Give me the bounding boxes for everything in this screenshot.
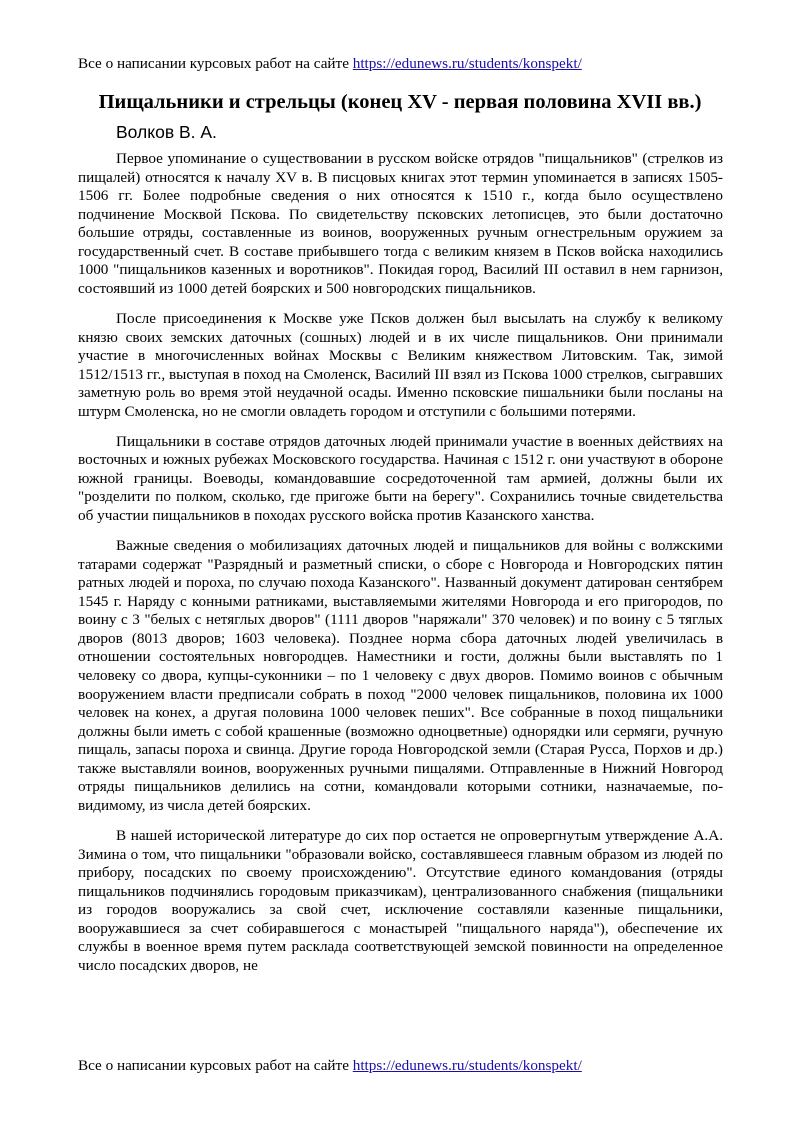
paragraph: Первое упоминание о существовании в русском войске отрядов "пищальников" (стрелков из пищалей) относятся к началу XV в. В писцовых книгах этот термин упоминается в записях 1505-1506 гг. Более подробные сведения о них относятся к 1510 г., когда было осуществлено подчинение Москвой Пскова. По свидетельству псковских летописцев, это были достаточно большие отряды, составленные из воинов, вооруженных ручным огнестрельным оружием за государственный счет. В составе прибывшего тогда с великим князем в Псков войска находились 1000 "пищальников казенных и воротников". Покидая город, Василий III оставил в нем гарнизон, состоявший из 1000 детей боярских и 500 новгородских пищальников.	[78, 150, 723, 297]
footer-link[interactable]: https://edunews.ru/students/konspekt/	[352, 1057, 582, 1074]
paragraph: После присоединения к Москве уже Псков должен был высылать на службу к великому князю своих земских даточных (сошных) людей и в их числе пищальников. Они принимали участие в многочисленных войнах Москвы с Великим княжеством Литовским. Так, зимой 1512/1513 гг., выступая в поход на Смоленск, Василий III взял из Пскова 1000 стрелков, сыгравших заметную роль во время этой неудачной осады. Именно псковские пишальники были посланы на штурм Смоленска, но не смогли овладеть городом и отступили с большими потерями.	[78, 309, 723, 420]
paragraph: Пищальники в составе отрядов даточных людей принимали участие в военных действиях на восточных и южных рубежах Московского государства. Начиная с 1512 г. они участвуют в обороне южной границы. Воеводы, командовавшие сосредоточенной там армией, должны были их "розделити по полком, сколько, где пригоже быти на берегу". Сохранились точные свидетельства об участии пищальников в походах русского войска против Казанского ханства.	[78, 432, 723, 525]
author-name: Волков В. А.	[116, 122, 217, 142]
footer-text: Все о написании курсовых работ на сайте	[78, 1057, 353, 1074]
header-link[interactable]: https://edunews.ru/students/konspekt/	[352, 55, 582, 72]
page-header	[78, 55, 582, 73]
paragraph: Важные сведения о мобилизациях даточных людей и пищальников для войны с волжскими татарами содержат "Разрядный и разметный списки, о сборе с Новгорода и Новгородских пятин ратных людей и пороха, по случаю похода Казанского". Названный документ датирован сентябрем 1545 г. Наряду с конными ратниками, выставляемыми жителями Новгорода и его пригородов, по воину с 3 "белых с нетяглых дворов" (1111 дворов "наряжали" 370 человек) и по воину с 5 тяглых дворов (8013 дворов; 1603 человека). Позднее норма сбора даточных людей увеличилась в отношении состоятельных новгородцев. Наместники и гости, должны были выставлять по 1 человеку со двора, купцы-суконники – по 1 человеку с двух дворов. Помимо воинов с обычным вооружением власти предписали собрать в поход "2000 человек пищальников, половина их 1000 человек на конех, а другая половина 1000 человек пеших". Все собранные в поход пищальники должны были иметь с собой крашенные (возможно одноцветные) однорядки или сермяги, ручную пищаль, запасы пороха и свинца. Другие города Новгородской земли (Старая Русса, Порхов и др.) также выставляли воинов, вооруженных ручными пищалями. Отправленные в Нижний Новгород отряды пищальников делились на сотни, командовали которыми сотники, назначаемые, повидимому, из числа детей боярских.	[78, 537, 723, 814]
document-body	[78, 150, 723, 987]
paragraph: В нашей исторической литературе до сих пор остается не опровергнутым утверждение А.А. Зимина о том, что пищальники "образовали войско, составлявшееся главным образом из людей по прибору, посадских по своему происхождению". Отсутствие единого командования (отряды пищальников подчинялись городовым приказчикам), централизованного снабжения (пищальники из городов вооружались за свой счет, исключение составляли казенные пищальники, вооружавшиеся за счет собиравшегося с монастырей "пищального наряда"), обеспечение их службы в военное время путем расклада соответствующей земской повинности на определенное число посадских дворов, не	[78, 826, 723, 974]
page-footer	[78, 1057, 582, 1075]
document-title: Пищальники и стрельцы (конец XV - первая половина XVII вв.)	[98, 91, 702, 113]
header-text: Все о написании курсовых работ на сайте	[78, 55, 353, 72]
